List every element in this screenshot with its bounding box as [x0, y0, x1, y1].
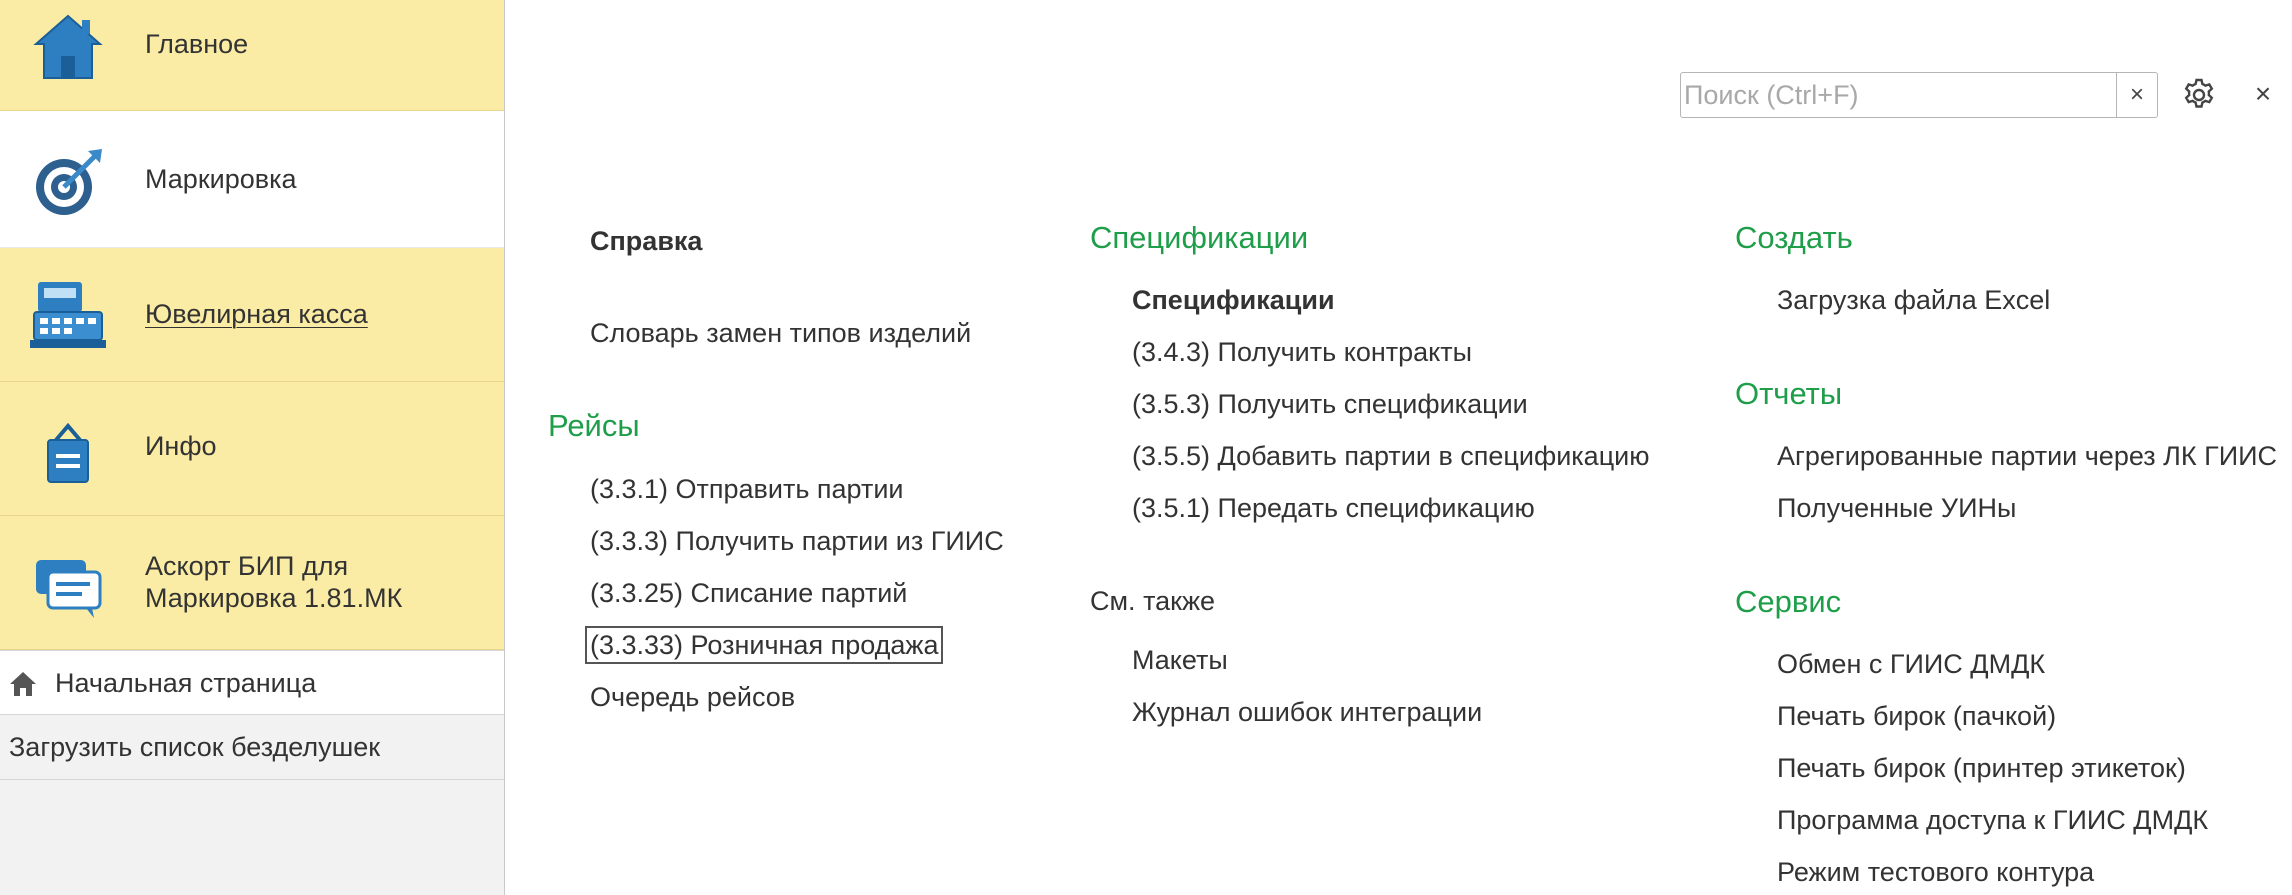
nav-item-load-trinkets[interactable] — [0, 715, 504, 780]
section-label-jewelry-cash[interactable]: Ювелирная касса — [145, 299, 368, 329]
cmd-replace-types-dictionary[interactable]: Словарь замен типов изделий — [590, 318, 972, 348]
search-input[interactable] — [1684, 76, 2116, 114]
cmd-get-contracts[interactable]: (3.4.3) Получить контракты — [1132, 337, 1473, 367]
cmd-specifications[interactable]: Спецификации — [1132, 285, 1335, 315]
nav-label-home-page: Начальная страница — [55, 668, 317, 698]
section-jewelry-cash[interactable] — [0, 248, 504, 382]
section-main[interactable] — [0, 0, 504, 111]
close-button[interactable]: × — [2254, 78, 2272, 109]
section-label-main: Главное — [145, 29, 249, 59]
cmd-add-batches-to-spec[interactable]: (3.5.5) Добавить партии в спецификацию — [1132, 441, 1650, 471]
group-title-trips: Рейсы — [548, 408, 640, 443]
cmd-integration-error-log[interactable]: Журнал ошибок интеграции — [1132, 697, 1483, 727]
cmd-print-tags-batch[interactable]: Печать бирок (пачкой) — [1777, 701, 2057, 731]
cmd-giis-access-program[interactable]: Программа доступа к ГИИС ДМДК — [1777, 805, 2209, 835]
cmd-send-batches[interactable]: (3.3.1) Отправить партии — [590, 474, 904, 504]
group-title-reports: Отчеты — [1735, 376, 1843, 411]
cmd-layouts[interactable]: Макеты — [1132, 645, 1228, 675]
group-title-specifications: Спецификации — [1090, 220, 1309, 255]
cmd-transfer-specification[interactable]: (3.5.1) Передать спецификацию — [1132, 493, 1535, 523]
chat-bubbles-icon — [30, 550, 106, 626]
cmd-get-batches-giis[interactable]: (3.3.3) Получить партии из ГИИС — [590, 526, 1004, 556]
section-label-askort-line2: Маркировка 1.81.МК — [145, 583, 403, 613]
cmd-load-excel-file[interactable]: Загрузка файла Excel — [1777, 285, 2051, 315]
cmd-retail-sale[interactable]: (3.3.33) Розничная продажа — [587, 628, 941, 662]
nav-empty-area — [0, 780, 504, 895]
cmd-trips-queue[interactable]: Очередь рейсов — [590, 682, 796, 712]
section-label-marking: Маркировка — [145, 164, 297, 194]
target-dart-icon — [30, 145, 106, 221]
cash-register-icon — [30, 276, 106, 352]
home-blue-icon — [30, 8, 106, 84]
bag-icon — [30, 414, 106, 490]
nav-label-load-trinkets: Загрузить список безделушек — [9, 732, 381, 762]
group-title-see-also: См. также — [1090, 586, 1216, 616]
cmd-print-tags-label-printer[interactable]: Печать бирок (принтер этикеток) — [1777, 753, 2186, 783]
group-title-create: Создать — [1735, 220, 1853, 255]
search-clear-button[interactable]: × — [2116, 73, 2157, 117]
section-label-askort-line1: Аскорт БИП для — [145, 551, 349, 581]
cmd-exchange-giis-dmdk[interactable]: Обмен с ГИИС ДМДК — [1777, 649, 2046, 679]
section-label-info: Инфо — [145, 431, 217, 461]
section-marking[interactable] — [0, 111, 504, 248]
cmd-get-specifications[interactable]: (3.5.3) Получить спецификации — [1132, 389, 1528, 419]
cmd-help[interactable]: Справка — [590, 226, 703, 256]
cmd-received-uins[interactable]: Полученные УИНы — [1777, 493, 2017, 523]
home-icon — [8, 670, 38, 697]
search-field[interactable] — [1680, 72, 2158, 118]
sections-panel — [0, 0, 505, 895]
section-askort[interactable] — [0, 516, 504, 650]
cmd-write-off-batches[interactable]: (3.3.25) Списание партий — [590, 578, 908, 608]
group-title-service: Сервис — [1735, 584, 1842, 619]
cmd-aggregated-batches-report[interactable]: Агрегированные партии через ЛК ГИИС — [1777, 441, 2278, 471]
gear-icon[interactable] — [2181, 77, 2217, 113]
cmd-test-contour-mode[interactable]: Режим тестового контура — [1777, 857, 2095, 887]
section-info[interactable] — [0, 382, 504, 516]
nav-item-home-page[interactable] — [0, 650, 504, 715]
